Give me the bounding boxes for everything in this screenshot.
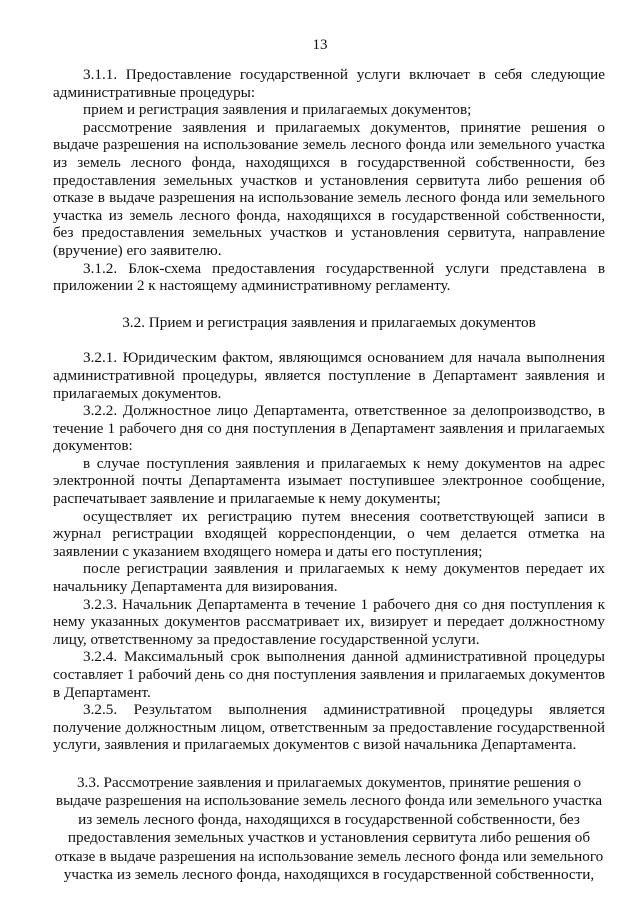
paragraph-3-2-2: 3.2.2. Должностное лицо Департамента, ответственное за делопроизводство, в течение 1 рабочего дня со дня поступления в Департамент заявления и прилагаемых документов:: [53, 402, 605, 455]
list-item-reception: прием и регистрация заявления и прилагаемых документов;: [83, 101, 472, 119]
paragraph-3-2-5: 3.2.5. Результатом выполнения административной процедуры является получение должностным лицом, ответственным за предоставление государственной услуги, заявления и прилагаемых документов с визой начальника Департамента.: [53, 701, 605, 754]
paragraph-3-1-1: 3.1.1. Предоставление государственной услуги включает в себя следующие административные процедуры:: [53, 66, 605, 101]
list-item-email: в случае поступления заявления и прилагаемых к нему документов на адрес электронной почты Департамента изымает поступившее электронное сообщение, распечатывает заявление и прилагаемые к нему документы;: [53, 454, 605, 508]
section-heading-3-2: 3.2. Прием и регистрация заявления и прилагаемых документов: [122, 313, 536, 331]
section-heading-3-3: 3.3. Рассмотрение заявления и прилагаемых документов, принятие решения о выдаче разрешения на использование земель лесного фонда или земельного участка из земель лесного фонда, находящихся в государственной собственности, без предоставления земельных участков и установления сервитута либо решения об отказе в выдаче разрешения на использование земель лесного фонда или земельного участка из земель лесного фонда, находящихся в государственной собственности,: [54, 773, 604, 884]
paragraph-3-2-3: 3.2.3. Начальник Департамента в течение 1 рабочего дня со дня поступления к нему указанных документов рассматривает их, визирует и передает должностному лицу, ответственному за предоставление государственной услуги.: [53, 595, 605, 648]
paragraph-3-1-2: 3.1.2. Блок-схема предоставления государственной услуги представлена в приложении 2 к настоящему административному регламенту.: [53, 259, 605, 295]
paragraph-3-2-4: 3.2.4. Максимальный срок выполнения данной административной процедуры составляет 1 рабочий день со дня поступления заявления и прилагаемых документов в Департамент.: [53, 648, 605, 701]
list-item-registration: осуществляет их регистрацию путем внесения соответствующей записи в журнал регистрации входящей корреспонденции, о чем делается отметка на заявлении с указанием входящего номера и даты его поступления;: [53, 507, 605, 560]
document-body: [53, 66, 605, 885]
page-number: 13: [312, 37, 328, 53]
list-item-transfer: после регистрации заявления и прилагаемых к нему документов передает их начальнику Департамента для визирования.: [53, 560, 605, 596]
list-item-review: рассмотрение заявления и прилагаемых документов, принятие решения о выдаче разрешения на использование земель лесного фонда или земельного участка из земель лесного фонда, находящихся в государственной собственности, без предоставления земельных участков и установления сервитута либо решения об отказе в выдаче разрешения на использование земель лесного фонда или земельного участка из земель лесного фонда, находящихся в государственной собственности, без предоставления земельных участков и установления сервитута, направление (вручение) его заявителю.: [53, 118, 605, 259]
paragraph-3-2-1: 3.2.1. Юридическим фактом, являющимся основанием для начала выполнения административной процедуры, является поступление в Департамент заявления и прилагаемых документов.: [53, 349, 605, 402]
